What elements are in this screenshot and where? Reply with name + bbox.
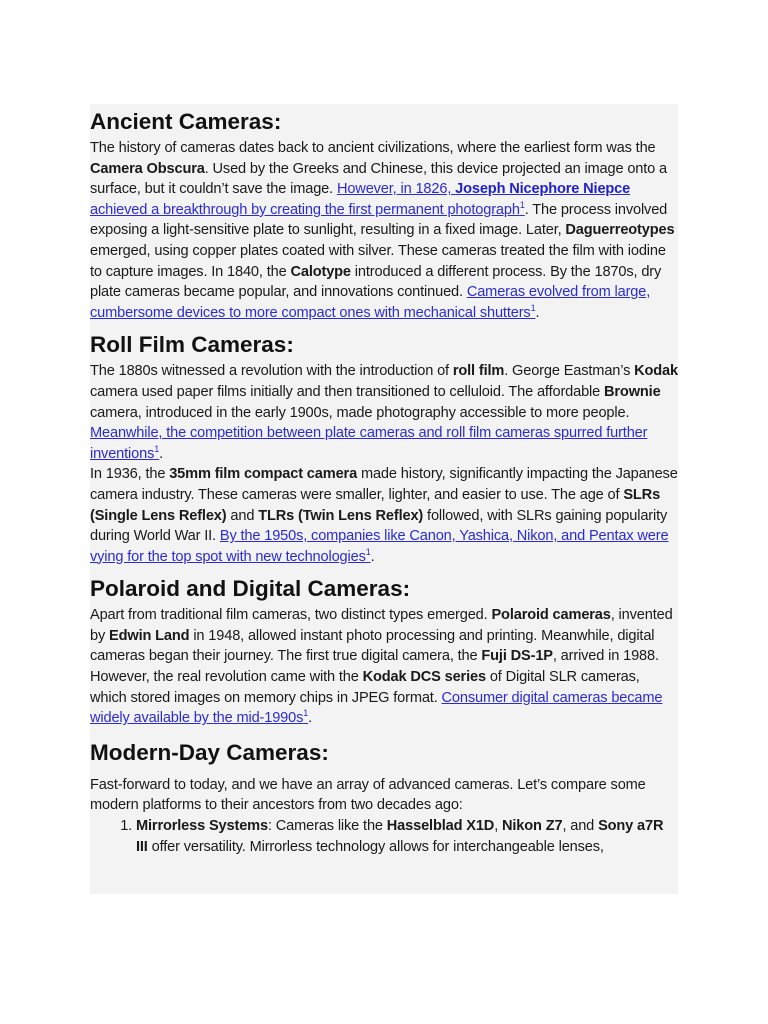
text: In 1936, the bbox=[90, 466, 170, 483]
paragraph-roll-film-1 bbox=[90, 361, 678, 464]
text: . bbox=[535, 304, 540, 321]
bold-term: Brownie bbox=[604, 383, 661, 400]
link-bold-text: Joseph Nicephore Niepce bbox=[455, 181, 631, 198]
bold-term: Sony a7R III bbox=[136, 818, 664, 855]
heading-modern-day-cameras: Modern-Day Cameras: bbox=[90, 739, 329, 765]
link-text: Meanwhile, the competition between plate cameras and roll film cameras spurred further inventions bbox=[90, 425, 648, 462]
bold-term: Nikon Z7 bbox=[502, 818, 563, 835]
text: Apart from traditional film cameras, two distinct types emerged. bbox=[90, 607, 492, 624]
bold-term: Camera Obscura bbox=[90, 160, 205, 177]
heading-ancient-cameras: Ancient Cameras: bbox=[90, 109, 282, 134]
citation-marker: 1 bbox=[303, 708, 309, 719]
link-text: achieved a breakthrough by creating the first permanent photograph bbox=[90, 201, 520, 218]
link-text: However, in 1826, bbox=[336, 181, 456, 198]
bold-term: Kodak bbox=[634, 363, 678, 380]
modern-cameras-list bbox=[90, 816, 678, 857]
text: followed, with SLRs gaining popularity during World War II. bbox=[90, 507, 668, 545]
text: introduced a different process. By the 1870s, dry plate cameras became popular, and innovations continued. bbox=[90, 263, 662, 301]
bold-term: Polaroid cameras bbox=[491, 607, 611, 624]
text: . Used by the Greeks and Chinese, this device projected an image onto a surface, but it couldn’t save the image. bbox=[90, 160, 668, 198]
heading-roll-film-cameras: Roll Film Cameras: bbox=[90, 332, 294, 358]
text: and bbox=[226, 507, 259, 524]
paragraph-ancient bbox=[90, 138, 678, 323]
bold-term: Mirrorless Systems bbox=[136, 818, 268, 835]
document-page bbox=[90, 104, 678, 894]
paragraph-modern-intro: Fast-forward to today, and we have an array of advanced cameras. Let’s compare some modern platforms to their ancestors from two decades ago: bbox=[90, 776, 646, 814]
paragraph-polaroid bbox=[90, 605, 678, 729]
text: . bbox=[308, 710, 313, 727]
text: . George Eastman’s bbox=[504, 363, 635, 380]
paragraph-roll-film-2 bbox=[90, 464, 678, 567]
list-item bbox=[136, 816, 678, 857]
bold-term: Edwin Land bbox=[109, 627, 190, 644]
text: . bbox=[159, 445, 163, 462]
bold-term: TLRs (Twin Lens Reflex) bbox=[258, 507, 424, 524]
citation-marker: 1 bbox=[154, 443, 160, 454]
link-text: By the 1950s, companies like Canon, Yashica, Nikon, and Pentax were vying for the top spot with new technologies bbox=[90, 528, 669, 565]
bold-term: Kodak DCS series bbox=[362, 669, 486, 686]
text: camera, introduced in the early 1900s, made photography accessible to more people. bbox=[90, 404, 630, 421]
text: emerged, using copper plates coated with silver. These cameras treated the film with iodine to capture images. In 1840, the bbox=[90, 242, 666, 280]
bold-term: SLRs (Single Lens Reflex) bbox=[90, 486, 661, 524]
text: in 1948, allowed instant photo processing and printing. Meanwhile, digital cameras began their journey. The first true digital camera, the bbox=[90, 627, 655, 665]
text: , invented by bbox=[90, 607, 673, 644]
text: made history, significantly impacting the Japanese camera industry. These cameras were smaller, lighter, and easier to use. The age of bbox=[90, 466, 678, 503]
bold-term: 35mm film compact camera bbox=[169, 466, 358, 483]
text: . The process involved exposing a light-sensitive plate to sunlight, resulting in a fixed image. Later, bbox=[90, 201, 668, 239]
link-text: Cameras evolved from large, cumbersome devices to more compact ones with mechanical shutters bbox=[90, 284, 651, 321]
citation-marker: 1 bbox=[519, 199, 525, 210]
text: , bbox=[494, 818, 502, 835]
text: , arrived in 1988. However, the real revolution came with the bbox=[90, 648, 659, 686]
bold-term: roll film bbox=[452, 363, 505, 380]
text: , and bbox=[562, 818, 599, 835]
bold-term: Hasselblad X1D bbox=[386, 818, 495, 835]
text: offer versatility. Mirrorless technology allows for interchangeable lenses, bbox=[147, 838, 604, 855]
bold-term: Fuji DS-1P bbox=[481, 648, 553, 665]
text: The history of cameras dates back to ancient civilizations, where the earliest form was the bbox=[90, 140, 656, 156]
text: . bbox=[370, 548, 375, 565]
link-text: Consumer digital cameras became widely available by the mid-1990s bbox=[90, 689, 663, 727]
document-content bbox=[90, 106, 678, 857]
bold-term: Daguerreotypes bbox=[565, 222, 675, 239]
text: of Digital SLR cameras, which stored images on memory chips in JPEG format. bbox=[90, 669, 640, 706]
citation-marker: 1 bbox=[365, 546, 371, 557]
heading-polaroid-digital-cameras: Polaroid and Digital Cameras: bbox=[90, 576, 411, 602]
citation-link-inventions[interactable] bbox=[90, 425, 647, 462]
text: : Cameras like the bbox=[267, 818, 387, 835]
citation-marker: 1 bbox=[530, 302, 536, 313]
text: The 1880s witnessed a revolution with the introduction of bbox=[90, 363, 453, 380]
text: camera used paper films initially and then transitioned to celluloid. The affordable bbox=[90, 383, 605, 400]
bold-term: Calotype bbox=[290, 263, 351, 280]
